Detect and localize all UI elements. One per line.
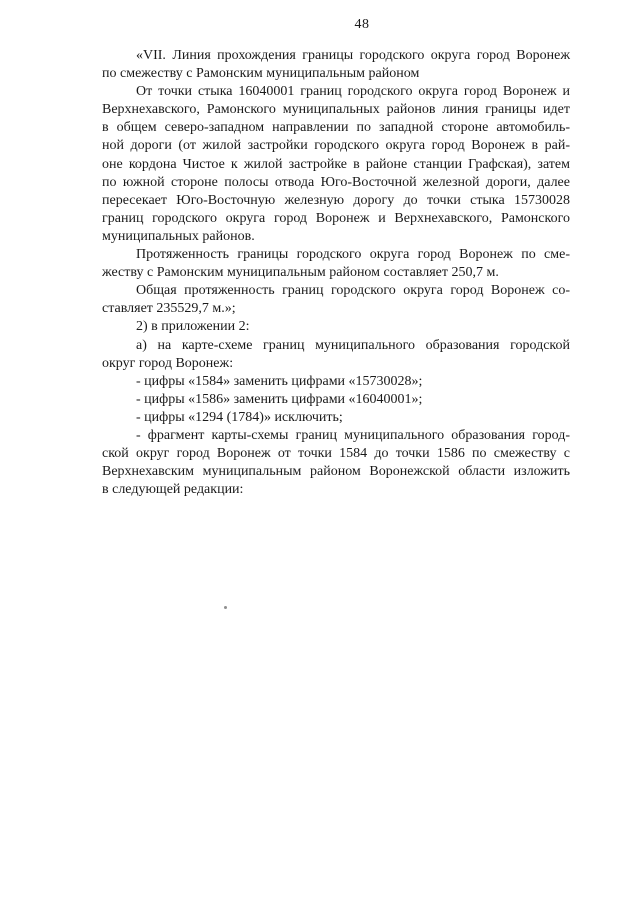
text-line: по южной стороне полосы отвода Юго-Восточной железной дороги, далее	[102, 174, 570, 190]
text-line: границ городского округа город Воронеж и Верхнехавского, Рамонского	[102, 210, 570, 226]
text-line: округ город Воронеж:	[102, 355, 234, 371]
text-line: ной дороги (от жилой застройки городского округа город Воронеж в рай-	[102, 138, 570, 154]
text-line: ставляет 235529,7 м.»;	[102, 301, 236, 317]
scan-speck	[224, 606, 227, 609]
text-line: 2) в приложении 2:	[136, 319, 250, 335]
text-line: Общая протяженность границ городского округа город Воронеж со-	[136, 283, 570, 299]
text-line: оне кордона Чистое к жилой застройке в районе станции Графская), затем	[102, 156, 570, 172]
text-line: в общем северо-западном направлении по западной стороне автомобиль-	[102, 120, 570, 136]
text-line: муниципальных районов.	[102, 228, 255, 244]
text-block	[102, 47, 570, 499]
text-line: Верхнехавским муниципальным районом Воронежской области изложить	[102, 464, 570, 480]
text-line: - цифры «1586» заменить цифрами «16040001»;	[136, 391, 423, 407]
text-line: - фрагмент карты-схемы границ муниципального образования город-	[136, 427, 570, 443]
text-line: - цифры «1294 (1784)» исключить;	[136, 409, 343, 425]
text-line: Протяженность границы городского округа город Воронеж по сме-	[136, 247, 570, 263]
text-line: в следующей редакции:	[102, 482, 244, 498]
text-line: по смежеству с Рамонским муниципальным районом	[102, 66, 420, 82]
text-line: ской округ город Воронеж от точки 1584 до точки 1586 по смежеству с	[102, 446, 570, 462]
text-line: а) на карте-схеме границ муниципального образования городской	[136, 337, 570, 353]
text-line: «VII. Линия прохождения границы городского округа город Воронеж	[136, 48, 570, 63]
text-line: пересекает Юго-Восточную железную дорогу до точки стыка 15730028	[102, 192, 570, 208]
text-line: - цифры «1584» заменить цифрами «15730028»;	[136, 373, 423, 389]
text-line: жеству с Рамонским муниципальным районом составляет 250,7 м.	[102, 265, 499, 281]
text-line: От точки стыка 16040001 границ городского округа город Воронеж и	[136, 84, 570, 100]
page-number: 48	[354, 17, 370, 32]
text-line: Верхнехавского, Рамонского муниципальных районов линия границы идет	[102, 102, 570, 118]
